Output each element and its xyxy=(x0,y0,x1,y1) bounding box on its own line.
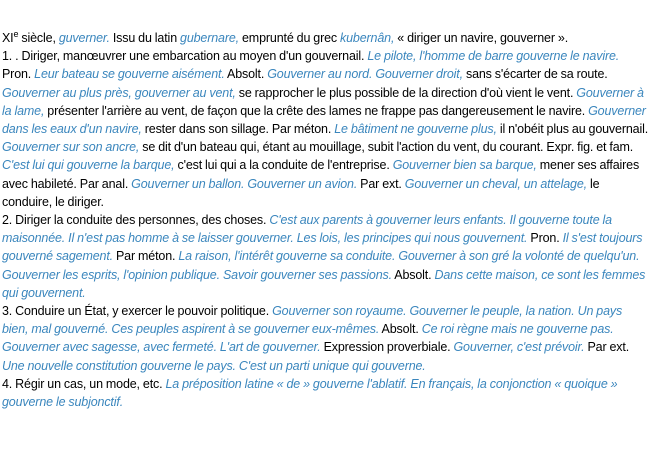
definition-text: 1. . Diriger, manœuvrer une embarcation au moyen d'un gouvernail. xyxy=(2,49,368,64)
definition-text: 3. Conduire un État, y exercer le pouvoir politique. xyxy=(2,304,273,319)
usage-example: La préposition latine « de » gouverne l'ablatif. En français, la conjonction « quoique » gouverne le subjonctif. xyxy=(2,376,618,410)
usage-example: Gouverner un ballon. Gouverner un avion. xyxy=(131,176,358,191)
usage-example: C'est aux parents à gouverner leurs enfants. Il gouverne toute la maisonnée. Il n'est pas homme à se laisser gouverner. Les lois, les principes qui nous gouvernent. xyxy=(2,213,612,246)
sense-1-paragraph xyxy=(2,47,650,211)
usage-example: Le bâtiment ne gouverne plus, xyxy=(334,122,497,137)
definition-text: Pron. xyxy=(2,67,35,82)
usage-example: Gouverner à la lame, xyxy=(2,85,644,118)
definition-text: présenter l'arrière au vent, de façon que la crête des lames ne frappe pas dangereusement le navire. xyxy=(44,103,589,118)
usage-example: Le pilote, l'homme de barre gouverne le navire. xyxy=(367,49,620,64)
usage-example: Gouverner sur son ancre, xyxy=(2,140,140,155)
century-roman-numeral: XI xyxy=(2,31,14,45)
definition-text: se dit d'un bateau qui, étant au mouillage, subit l'action du vent, du courant. Expr. fig. et fam. xyxy=(139,140,634,155)
definition-text: il n'obéit plus au gouvernail. xyxy=(496,122,649,137)
definition-text: Absolt. xyxy=(391,267,435,282)
usage-example: Gouverner un cheval, un attelage, xyxy=(404,176,587,191)
etymology-text: Issu du latin xyxy=(109,31,181,45)
usage-example: Il s'est toujours gouverné sagement. xyxy=(2,231,643,264)
sense-2-paragraph xyxy=(2,211,650,302)
etymology-example: guverner. xyxy=(58,31,110,45)
usage-example: Ce roi règne mais ne gouverne pas. Gouverner avec sagesse, avec fermeté. L'art de gouverner. xyxy=(2,322,614,355)
definition-text: Pron. xyxy=(527,231,563,246)
definition-text: mener ses affaires avec habileté. Par anal. xyxy=(2,158,640,191)
usage-example: Une nouvelle constitution gouverne le pays. C'est un parti unique qui gouverne. xyxy=(2,358,426,373)
definition-text: Par méton. xyxy=(112,249,179,264)
usage-example: Leur bateau se gouverne aisément. xyxy=(34,67,225,82)
etymology-text: siècle, xyxy=(18,31,59,45)
century-superscript: e xyxy=(13,29,19,39)
definition-text: 4. Régir un cas, un mode, etc. xyxy=(2,376,166,391)
definition-text: c'est lui qui a la conduite de l'entreprise. xyxy=(174,158,393,173)
usage-example: Gouverner au plus près, gouverner au vent, xyxy=(2,85,236,100)
usage-example: Gouverner bien sa barque, xyxy=(392,158,537,173)
definition-text: le conduire, le diriger. xyxy=(2,176,600,209)
definition-text: Expression proverbiale. xyxy=(320,340,454,355)
definition-text: Absolt. xyxy=(224,67,268,82)
definition-text: 2. Diriger la conduite des personnes, des choses. xyxy=(2,213,270,228)
definition-text: Absolt. xyxy=(379,322,422,337)
definition-text: Par ext. xyxy=(584,340,630,355)
usage-example: Gouverner au nord. Gouverner droit, xyxy=(267,67,463,82)
usage-example: Gouverner son royaume. Gouverner le peuple, la nation. Un pays bien, mal gouverné. Ces peuples aspirent à se gouverner eux-mêmes. xyxy=(2,304,623,337)
usage-example: Dans cette maison, ce sont les femmes qui gouvernent. xyxy=(2,267,646,300)
usage-example: Gouverner dans les eaux d'un navire, xyxy=(2,103,646,137)
sense-4-paragraph xyxy=(2,375,650,411)
etymology-text: emprunté du grec xyxy=(238,31,341,45)
definition-text: rester dans son sillage. Par méton. xyxy=(141,122,335,137)
definition-text: Par ext. xyxy=(357,176,405,191)
usage-example: C'est lui qui gouverne la barque, xyxy=(2,158,175,173)
definition-text: sans s'écarter de sa route. xyxy=(462,67,608,82)
usage-example: Gouverner, c'est prévoir. xyxy=(453,340,585,355)
etymology-example: gubernare, xyxy=(180,31,239,45)
etymology-example: kubernân, xyxy=(340,31,395,45)
sense-3-paragraph xyxy=(2,302,650,375)
etymology-paragraph xyxy=(2,29,650,47)
definition-text: se rapprocher le plus possible de la direction d'où vient le vent. xyxy=(235,85,577,100)
usage-example: La raison, l'intérêt gouverne sa conduite. Gouverner à son gré la volonté de quelqu'un. Gouverner les esprits, l'opinion publique. Savoir gouverner ses passions. xyxy=(2,249,640,282)
dictionary-entry xyxy=(2,29,650,411)
etymology-text: « diriger un navire, gouverner ». xyxy=(394,31,569,45)
